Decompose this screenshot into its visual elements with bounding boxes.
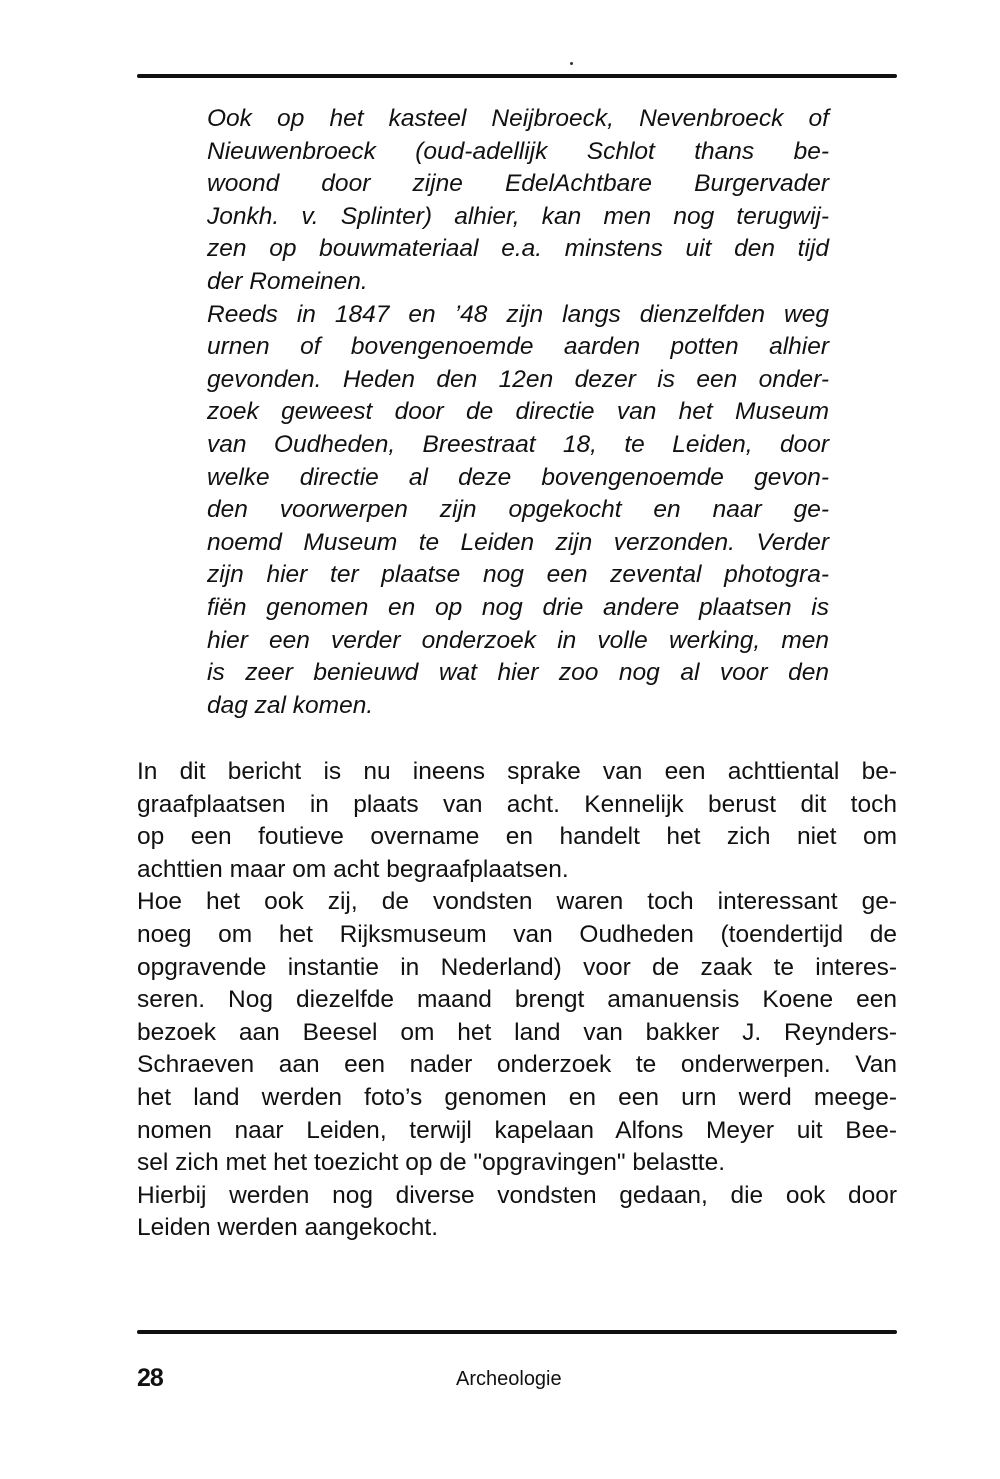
body-line: Leiden werden aangekocht. bbox=[137, 1214, 439, 1242]
quote-line: noemd Museum te Leiden zijn verzonden. Verder bbox=[207, 528, 829, 556]
running-title: Archeologie bbox=[456, 1368, 562, 1390]
quote-line: Nieuwenbroeck (oud-adellijk Schlot thans be- bbox=[207, 137, 829, 165]
quote-line: van Oudheden, Breestraat 18, te Leiden, door bbox=[207, 430, 829, 458]
quote-line: Jonkh. v. Splinter) alhier, kan men nog terugwij- bbox=[207, 202, 829, 230]
quote-line: fiën genomen en op nog drie andere plaatsen is bbox=[207, 593, 829, 621]
quote-line: Ook op het kasteel Neijbroeck, Nevenbroeck of bbox=[207, 105, 829, 132]
bottom-rule bbox=[137, 1330, 897, 1334]
quote-line: dag zal komen. bbox=[207, 691, 374, 719]
body-line: op een foutieve overname en handelt het zich niet om bbox=[137, 823, 897, 851]
quote-line: woond door zijne EdelAchtbare Burgervader bbox=[207, 170, 829, 198]
body-line: Schraeven aan een nader onderzoek te onderwerpen. Van bbox=[137, 1051, 897, 1079]
body-line: sel zich met het toezicht op de "opgravingen" belastte. bbox=[137, 1149, 726, 1177]
quote-line: Reeds in 1847 en ’48 zijn langs dienzelfden weg bbox=[207, 300, 829, 328]
quote-line: gevonden. Heden den 12en dezer is een onder- bbox=[207, 365, 829, 393]
body-line: het land werden foto’s genomen en een urn werd meege- bbox=[137, 1083, 897, 1111]
body-line: achttien maar om acht begraafplaatsen. bbox=[137, 855, 569, 883]
quote-line: den voorwerpen zijn opgekocht en naar ge- bbox=[207, 496, 829, 524]
body-line: In dit bericht is nu ineens sprake van een achttiental be- bbox=[137, 758, 897, 785]
body-line: bezoek aan Beesel om het land van bakker J. Reynders- bbox=[137, 1018, 897, 1046]
quote-line: zijn hier ter plaatse nog een zevental photogra- bbox=[207, 561, 829, 589]
body-line: Hierbij werden nog diverse vondsten gedaan, die ook door bbox=[137, 1181, 897, 1209]
quote-line: der Romeinen. bbox=[207, 267, 368, 295]
quote-line: is zeer benieuwd wat hier zoo nog al voor den bbox=[207, 659, 829, 687]
body-line: Hoe het ook zij, de vondsten waren toch interessant ge- bbox=[137, 888, 897, 916]
quote-line: urnen of bovengenoemde aarden potten alhier bbox=[207, 333, 829, 361]
scan-speck bbox=[570, 62, 573, 65]
quoted-newspaper-report bbox=[207, 103, 829, 722]
quote-line: welke directie al deze bovengenoemde gevon- bbox=[207, 463, 829, 491]
body-paragraphs bbox=[137, 756, 897, 1245]
body-line: graafplaatsen in plaats van acht. Kennelijk berust dit toch bbox=[137, 790, 897, 818]
quote-line: zen op bouwmateriaal e.a. minstens uit den tijd bbox=[207, 235, 829, 263]
body-line: opgravende instantie in Nederland) voor de zaak te interes- bbox=[137, 953, 897, 981]
body-line: nomen naar Leiden, terwijl kapelaan Alfons Meyer uit Bee- bbox=[137, 1116, 897, 1144]
page-number: 28 bbox=[137, 1364, 163, 1392]
body-line: noeg om het Rijksmuseum van Oudheden (toendertijd de bbox=[137, 920, 897, 948]
body-line: seren. Nog diezelfde maand brengt amanuensis Koene een bbox=[137, 986, 897, 1014]
top-rule bbox=[137, 74, 897, 78]
quote-line: hier een verder onderzoek in volle werking, men bbox=[207, 626, 829, 654]
quote-line: zoek geweest door de directie van het Museum bbox=[207, 398, 829, 426]
